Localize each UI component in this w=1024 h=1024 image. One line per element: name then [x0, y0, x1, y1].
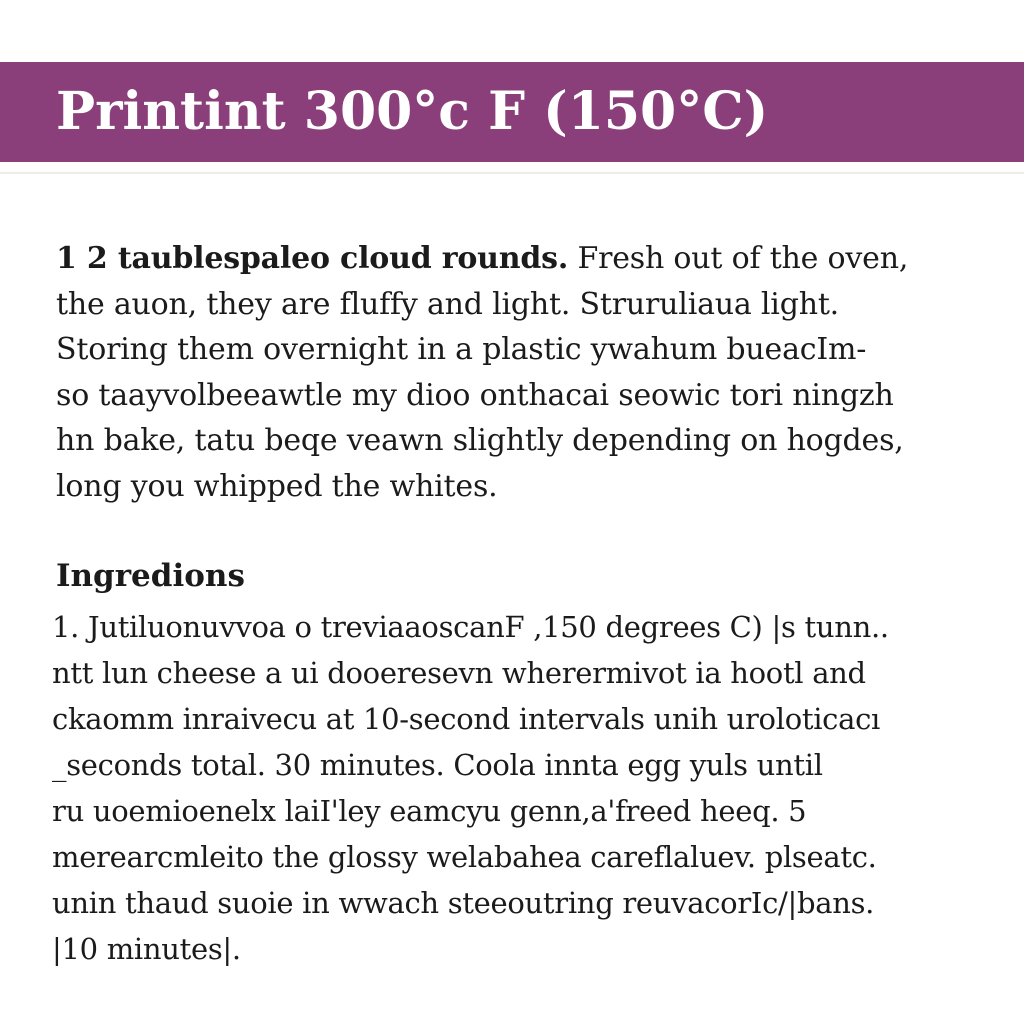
intro-line-1-text: Fresh out of the oven, [577, 241, 909, 276]
steps-line-8: |10 minutes|. [52, 932, 241, 966]
intro-line-5: hn bake, tatu beqe veawn slightly depending on hogdes, [56, 423, 904, 458]
steps-line-2: ntt lun cheese a ui dooeresevn wherermivot ia hootl and [52, 656, 866, 690]
intro-line-3: Storing them overnight in a plastic ywahum bueacIm- [56, 332, 867, 367]
steps-line-1: 1. Jutiluonuvvoa o treviaaoscanF ,150 degrees C) |s tunn.. [52, 610, 889, 644]
page-title: Printint 300°c F (150°C) [56, 81, 769, 142]
intro-line-4: so taayvolbeeawtle my dioo onthacai seowic tori ningzh [56, 377, 894, 413]
header-divider [0, 172, 1024, 174]
steps-line-6: merearcmleito the glossy welabahea careflaluev. plseatc. [52, 840, 877, 874]
steps-line-4: _seconds total. 30 minutes. Coola innta egg yuls until [52, 748, 823, 782]
intro-line-1 [56, 236, 976, 282]
title-banner [0, 62, 1024, 162]
ingredients-heading: Ingredions [56, 558, 245, 594]
steps-line-5: ru uoemioenelx laiI'ley eamcyu genn,a'freed heeq. 5 [52, 794, 807, 828]
ingredients-steps [52, 604, 982, 972]
intro-line-2: the auon, they are fluffy and light. Struruliaua light. [56, 286, 840, 322]
steps-line-3: ckaomm inraivecu at 10-second intervals unih uroloticacı [52, 702, 881, 736]
intro-lead: 1 2 taublespaleo cloud rounds. [56, 241, 569, 276]
intro-paragraph [56, 236, 976, 509]
intro-line-6: long you whipped the whites. [56, 468, 498, 504]
steps-line-7: unin thaud suoie in wwach steeoutring reuvacorIc/|bans. [52, 886, 875, 920]
